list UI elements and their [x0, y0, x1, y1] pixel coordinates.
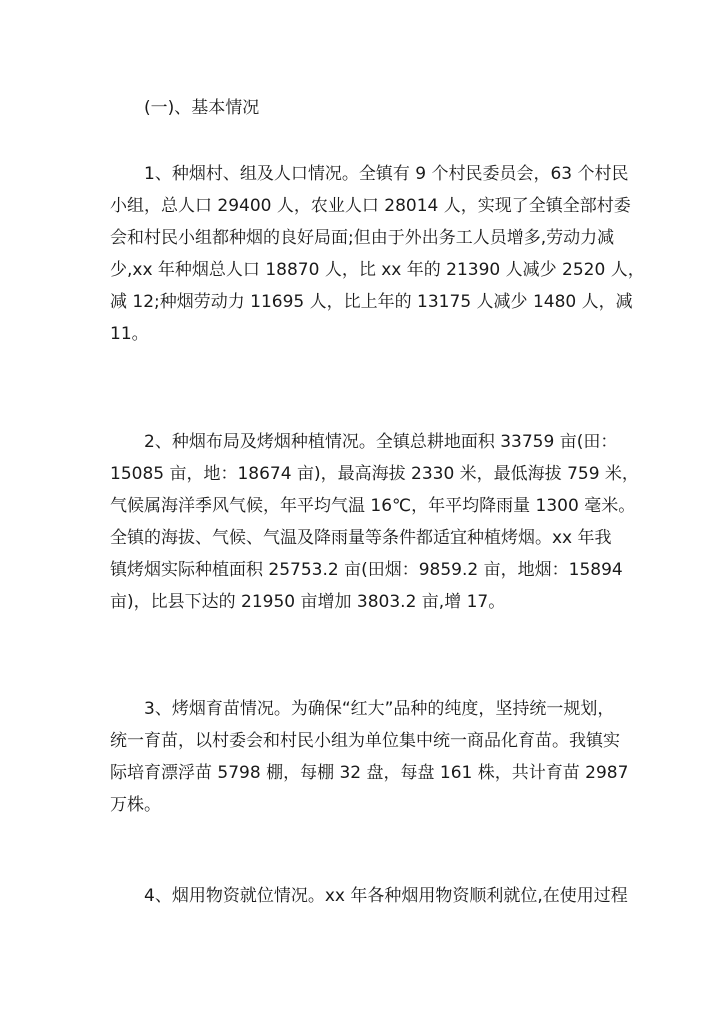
text-line: 全镇的海拔、气候、气温及降雨量等条件都适宜种植烤烟。xx 年我 — [110, 528, 612, 548]
text-line: 3、烤烟育苗情况。为确保“红大”品种的纯度，坚持统一规划， — [144, 699, 615, 719]
text-line: 镇烤烟实际种植面积 25753.2 亩(田烟：9859.2 亩，地烟：15894 — [110, 560, 623, 580]
text-line: 1、种烟村、组及人口情况。全镇有 9 个村民委员会，63 个村民 — [144, 164, 629, 184]
text-line: 小组，总人口 29400 人，农业人口 28014 人，实现了全镇全部村委 — [110, 196, 631, 216]
text-line: 万株。 — [110, 795, 161, 815]
text-line: 会和村民小组都种烟的良好局面;但由于外出务工人员增多,劳动力减 — [110, 228, 615, 248]
text-line: 少,xx 年种烟总人口 18870 人，比 xx 年的 21390 人减少 2520 人， — [110, 260, 645, 280]
paragraph-seedlings — [110, 693, 629, 821]
paragraph-materials — [110, 880, 628, 912]
text-line: 亩)，比县下达的 21950 亩增加 3803.2 亩,增 17。 — [110, 592, 506, 612]
text-line: 际培育漂浮苗 5798 棚，每棚 32 盘，每盘 161 株，共计育苗 2987 — [110, 763, 629, 783]
text-line: 统一育苗，以村委会和村民小组为单位集中统一商品化育苗。我镇实 — [110, 731, 620, 751]
section-heading: (一)、基本情况 — [144, 98, 260, 118]
text-line: 15085 亩，地：18674 亩)，最高海拔 2330 米，最低海拔 759 米， — [110, 464, 639, 484]
text-line: 11。 — [110, 324, 149, 344]
text-line: 减 12;种烟劳动力 11695 人，比上年的 13175 人减少 1480 人，减 — [110, 292, 633, 312]
paragraph-population — [110, 158, 645, 350]
text-line: 气候属海洋季风气候，年平均气温 16℃，年平均降雨量 1300 毫米。 — [110, 496, 636, 516]
paragraph-planting — [110, 426, 639, 618]
text-line: 4、烟用物资就位情况。xx 年各种烟用物资顺利就位,在使用过程 — [144, 886, 628, 906]
text-line: 2、种烟布局及烤烟种植情况。全镇总耕地面积 33759 亩(田： — [144, 432, 618, 452]
